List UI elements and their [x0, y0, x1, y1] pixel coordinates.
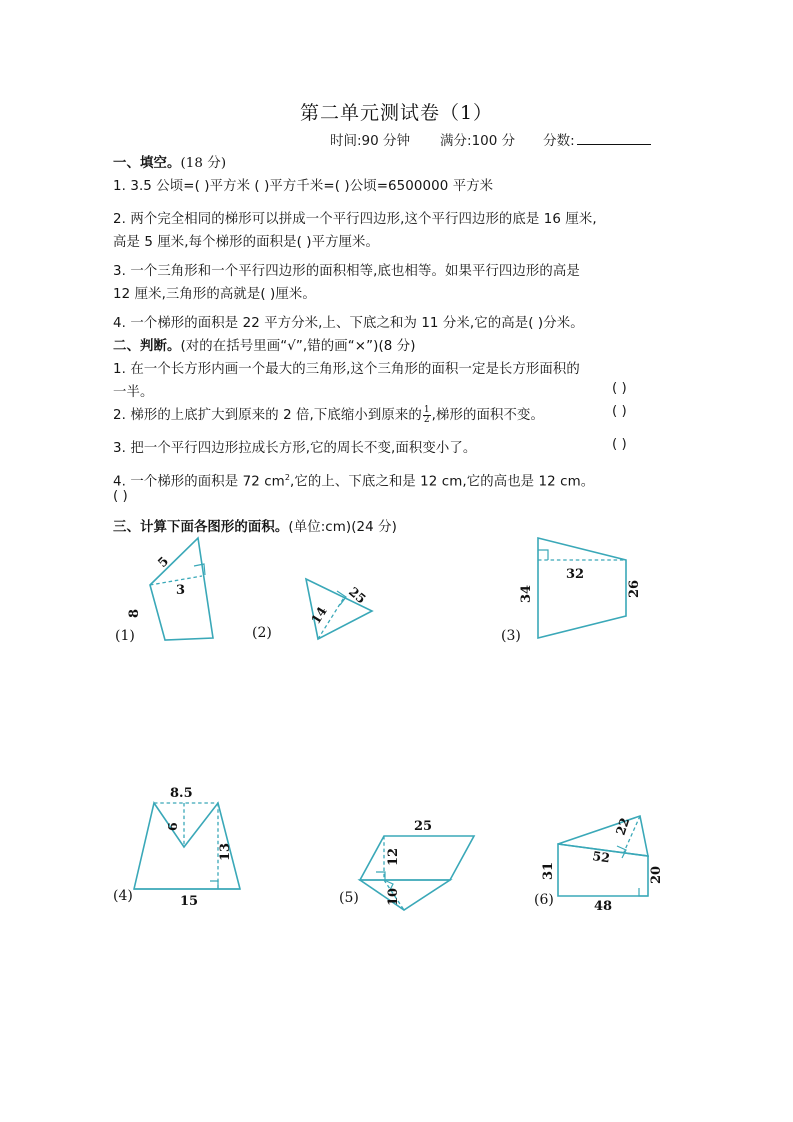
figure-1-index: (1): [115, 628, 135, 644]
figure-3-right-angle-marker: [538, 550, 548, 560]
figure-3-label-34: 34: [519, 584, 534, 603]
fraction-numerator: 1: [423, 404, 430, 415]
section3-heading-rest: (单位:cm)(24 分): [288, 520, 397, 535]
figure-3-index: (3): [501, 628, 521, 644]
section1-heading-text: 一、填空。: [113, 156, 181, 171]
fraction-one-half: [423, 406, 431, 426]
section2-question-2-text-b: ,梯形的面积不变。: [431, 408, 544, 423]
figure-5-index: (5): [339, 890, 359, 906]
figure-6-index: (6): [534, 892, 554, 908]
exam-meta-row: [330, 129, 690, 149]
section2-answer-box-4[interactable]: ( ): [113, 489, 128, 504]
figure-6: [534, 808, 675, 914]
figure-2-index: (2): [252, 625, 272, 641]
figure-4-label-13: 13: [218, 842, 233, 861]
figure-3-label-32: 32: [566, 567, 585, 582]
figure-6-label-48: 48: [594, 899, 613, 914]
figure-5: [339, 818, 487, 918]
square-exponent: 2: [284, 473, 291, 482]
figure-1: [115, 528, 240, 644]
figure-2-label-14: 14: [307, 603, 330, 627]
page-title: 第二单元测试卷（1）: [299, 102, 494, 124]
section2-heading-rest: (对的在括号里画“√”,错的画“×”)(8 分): [180, 339, 416, 354]
section2-question-3: 3. 把一个平行四边形拉成长方形,它的周长不变,面积变小了。: [113, 441, 477, 456]
figure-6-right-angle-marker-bottom: [639, 888, 648, 896]
section2-question-2: [113, 404, 733, 427]
section1-question-4: 4. 一个梯形的面积是 22 平方分米,上、下底之和为 11 分米,它的高是( )分米。: [113, 316, 584, 331]
section1-question-3-line2: 12 厘米,三角形的高就是( )厘米。: [113, 287, 316, 302]
section2-question-2-text-a: 2. 梯形的上底扩大到原来的 2 倍,下底缩小到原来的: [113, 408, 422, 423]
section1-heading: [113, 152, 713, 175]
figure-1-label-3: 3: [176, 583, 186, 598]
score-blank-line[interactable]: [577, 131, 651, 145]
figure-2: [252, 565, 408, 650]
figure-4-label-8.5: 8.5: [170, 786, 193, 801]
section1-question-3-line1: 3. 一个三角形和一个平行四边形的面积相等,底也相等。如果平行四边形的高是: [113, 264, 580, 279]
section2-heading: [113, 335, 733, 358]
figure-2-label-25: 25: [346, 583, 370, 607]
figure-6-label-52: 52: [591, 848, 611, 866]
figure-1-label-5: 5: [154, 553, 172, 571]
section1-question-1: 1. 3.5 公顷=( )平方米 ( )平方千米=( )公顷=6500000 平方米: [113, 179, 494, 194]
section3-heading-text: 三、计算下面各图形的面积。: [113, 520, 289, 535]
section2-question-1-line1: 1. 在一个长方形内画一个最大的三角形,这个三角形的面积一定是长方形面积的: [113, 362, 580, 377]
figure-4-label-15: 15: [180, 894, 199, 909]
figure-5-label-10: 10: [386, 887, 401, 906]
section1-question-2-line1: 2. 两个完全相同的梯形可以拼成一个平行四边形,这个平行四边形的底是 16 厘米,: [113, 212, 597, 227]
figure-3-trapezoid-outline: [538, 538, 626, 638]
figure-5-label-12: 12: [386, 847, 401, 866]
figure-6-label-20: 20: [649, 865, 664, 884]
score-label: 分数:: [543, 133, 575, 149]
figure-4-right-angle-marker: [210, 881, 218, 889]
figure-6-label-31: 31: [541, 861, 556, 880]
section2-answer-box-3[interactable]: ( ): [612, 437, 627, 452]
figure-4-label-6: 6: [165, 822, 180, 831]
figure-4-index: (4): [113, 888, 133, 904]
section2-question-4: [113, 466, 753, 493]
figure-4: [113, 785, 262, 910]
exam-full-score: 满分:100 分: [440, 133, 516, 149]
section1-question-2-line2: 高是 5 厘米,每个梯形的面积是( )平方厘米。: [113, 235, 380, 250]
figure-2-right-angle-marker: [337, 591, 346, 605]
figure-1-label-8: 8: [127, 608, 142, 618]
section2-answer-box-2[interactable]: ( ): [612, 404, 627, 419]
figure-5-triangle-outline: [360, 880, 450, 910]
figure-5-parallelogram-outline: [360, 836, 474, 880]
figure-6-label-22: 22: [612, 815, 633, 837]
figure-5-label-25: 25: [414, 819, 433, 834]
section1-heading-points: (18 分): [180, 156, 227, 171]
exam-duration: 时间:90 分钟: [330, 133, 411, 149]
section2-answer-box-1[interactable]: ( ): [612, 381, 627, 396]
figure-3-label-26: 26: [627, 579, 642, 598]
section2-question-1-line2: 一半。: [113, 385, 154, 400]
fraction-denominator: 2: [423, 415, 430, 426]
section2-question-4-text-a: 4. 一个梯形的面积是 72 cm: [113, 474, 285, 490]
section2-question-4-text-b: ,它的上、下底之和是 12 cm,它的高也是 12 cm。: [290, 474, 595, 490]
section2-heading-text: 二、判断。: [113, 339, 181, 354]
figure-3: [501, 528, 648, 644]
